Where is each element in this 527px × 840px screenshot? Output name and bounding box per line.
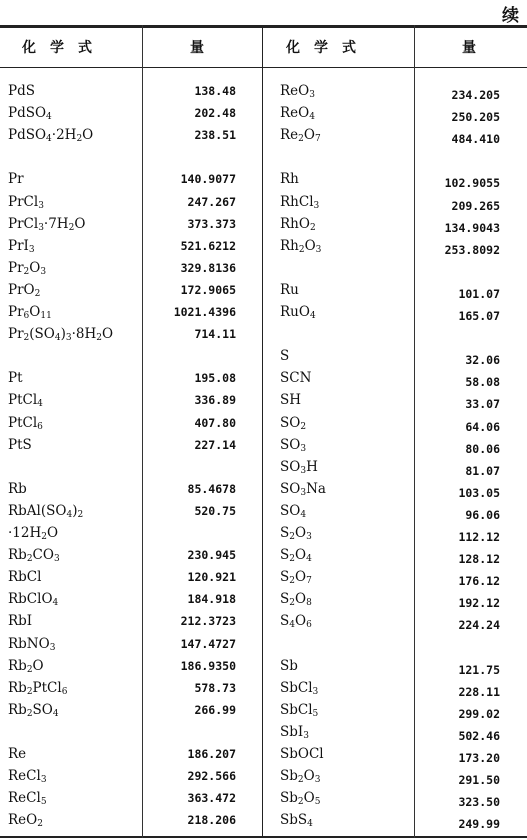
molar-mass-value: 134.9043	[444, 220, 500, 235]
formula-cell: $S_2O_3$	[280, 525, 312, 542]
molar-mass-value: 521.6212	[180, 238, 236, 253]
molar-mass-value: 329.8136	[180, 260, 236, 275]
molar-mass-value: 373.373	[187, 216, 236, 231]
molar-mass-value: 253.8092	[444, 242, 500, 257]
formula-cell: $Rh_2O_3$	[280, 237, 322, 255]
molar-mass-value: 292.566	[187, 769, 236, 784]
molar-mass-value: 81.07	[465, 463, 500, 478]
molar-mass-value: 186.207	[187, 747, 236, 761]
molar-mass-value: 238.51	[194, 128, 236, 143]
molar-mass-value: 234.205	[451, 88, 500, 102]
formula-cell: RbClO$_4$	[8, 591, 59, 609]
header-formula-left: 化 学 式	[22, 40, 92, 56]
formula-cell: $Sb_2O_5$	[280, 790, 321, 808]
molar-mass-value: 103.05	[458, 485, 500, 500]
molar-mass-table	[0, 25, 527, 840]
molar-mass-value: 192.12	[458, 596, 500, 611]
formula-cell: RbNO$_3$	[8, 635, 56, 653]
formula-cell: $S_2O_4$	[280, 547, 312, 565]
molar-mass-value: 228.11	[458, 684, 500, 699]
molar-mass-value: 102.9055	[444, 176, 500, 191]
formula-cell: Pr	[8, 171, 24, 188]
molar-mass-value: 578.73	[194, 680, 236, 695]
formula-cell: $S_2O_8$	[280, 591, 312, 609]
formula-cell: $PrCl_3\cdot 7H_2O$	[8, 215, 86, 233]
molar-mass-value: 120.921	[187, 570, 236, 585]
molar-mass-value: 85.4678	[187, 481, 236, 496]
molar-mass-value: 250.205	[451, 110, 500, 125]
formula-cell: $Sb_2O_3$	[280, 768, 321, 786]
formula-cell: Sb	[280, 657, 298, 674]
molar-mass-value: 64.06	[465, 419, 500, 434]
formula-cell: Pt	[8, 370, 23, 387]
formula-cell: PtCl$_4$	[8, 392, 43, 410]
molar-mass-value: 173.20	[458, 751, 500, 765]
formula-cell: SbI$_3$	[280, 723, 309, 741]
molar-mass-value: 58.08	[465, 375, 500, 390]
molar-mass-value: 33.07	[465, 397, 500, 412]
molar-mass-value: 165.07	[458, 309, 500, 323]
molar-mass-value: 363.472	[187, 791, 236, 806]
molar-mass-value: 172.9065	[180, 282, 236, 297]
formula-cell: PrO$_2$	[8, 281, 41, 299]
formula-cell: $RbAl(SO_4)_2$	[8, 502, 84, 520]
formula-cell: SH	[280, 392, 302, 409]
molar-mass-value: 184.918	[187, 592, 236, 607]
formula-cell: S	[280, 348, 290, 365]
molar-mass-value: 202.48	[194, 106, 236, 121]
molar-mass-value: 266.99	[194, 702, 236, 717]
formula-cell: Re	[8, 746, 27, 762]
formula-cell: SbS$_4$	[280, 812, 313, 830]
formula-cell: ReO$_2$	[8, 812, 43, 830]
formula-cell: Rb	[8, 480, 27, 497]
formula-cell: $SO_3H$	[280, 458, 318, 476]
molar-mass-value: 186.9350	[180, 658, 236, 673]
column-divider	[414, 25, 415, 838]
formula-cell: ReO$_3$	[280, 83, 315, 100]
formula-cell: $Rb_2O$	[8, 657, 44, 675]
molar-mass-value: 96.06	[465, 507, 500, 522]
formula-cell: SCN	[280, 370, 312, 387]
molar-mass-value: 140.9077	[180, 172, 236, 187]
table-top-rule	[0, 25, 527, 28]
molar-mass-value: 101.07	[458, 286, 500, 301]
molar-mass-value: 484.410	[451, 132, 500, 147]
formula-cell: $S_2O_7$	[280, 569, 312, 587]
formula-cell: RhCl$_3$	[280, 193, 320, 211]
formula-cell: PrI$_3$	[8, 237, 35, 255]
center-divider	[262, 25, 263, 838]
formula-cell: RbI	[8, 613, 33, 630]
table-header-rule	[0, 67, 527, 68]
molar-mass-value: 176.12	[458, 574, 500, 589]
molar-mass-value: 323.50	[458, 795, 500, 810]
molar-mass-value: 247.267	[187, 194, 236, 209]
formula-cell: SbOCl	[280, 746, 324, 762]
formula-cell: $Pr_2O_3$	[8, 259, 47, 277]
molar-mass-value: 407.80	[194, 415, 236, 430]
molar-mass-value: 714.11	[194, 327, 236, 342]
formula-cell: $Pr_6O_{11}$	[8, 304, 52, 321]
molar-mass-value: 147.4727	[180, 636, 236, 651]
molar-mass-value: 128.12	[458, 552, 500, 567]
formula-cell: RhO$_2$	[280, 215, 316, 233]
formula-cell: $Rb_2PtCl_6$	[8, 679, 68, 697]
formula-cell: ReCl$_5$	[8, 790, 47, 808]
formula-cell: $SO_2$	[280, 414, 307, 432]
formula-cell: $Rb_2SO_4$	[8, 701, 59, 719]
column-divider	[142, 25, 143, 838]
molar-mass-value: 218.206	[187, 813, 236, 828]
molar-mass-value: 195.08	[194, 371, 236, 386]
molar-mass-value: 299.02	[458, 706, 500, 721]
formula-cell: $Pr_2(SO_4)_3\cdot 8H_2O$	[8, 326, 114, 344]
molar-mass-value: 224.24	[458, 618, 500, 633]
formula-cell: RuO$_4$	[280, 304, 316, 321]
molar-mass-value: 227.14	[194, 437, 236, 452]
formula-cell: $S_4O_6$	[280, 613, 312, 631]
formula-cell: $SO_4$	[280, 502, 307, 520]
molar-mass-value: 209.265	[451, 198, 500, 213]
molar-mass-value: 112.12	[458, 530, 500, 544]
molar-mass-value: 1021.4396	[173, 305, 236, 319]
formula-cell: $PdSO_4\cdot 2H_2O$	[8, 127, 94, 145]
formula-cell: ReCl$_3$	[8, 768, 47, 786]
molar-mass-value: 32.06	[465, 353, 500, 368]
formula-cell: $Rb_2CO_3$	[8, 547, 60, 565]
table-bottom-rule	[0, 836, 527, 838]
molar-mass-value: 336.89	[194, 393, 236, 408]
formula-cell: PtCl$_6$	[8, 414, 43, 432]
molar-mass-value: 212.3723	[180, 614, 236, 629]
formula-cell: $Re_2O_7$	[280, 127, 321, 145]
formula-cell: PdSO$_4$	[8, 105, 52, 123]
header-value-left: 量	[190, 40, 204, 56]
formula-cell: PtS	[8, 436, 32, 453]
molar-mass-value: 291.50	[458, 773, 500, 788]
formula-cell: RbCl	[8, 569, 42, 586]
molar-mass-value: 121.75	[458, 662, 500, 677]
molar-mass-value: 520.75	[194, 503, 236, 518]
formula-cell: PrCl$_3$	[8, 193, 44, 211]
formula-cell: SbCl$_5$	[280, 701, 319, 719]
formula-cell: $SO_3$	[280, 436, 307, 454]
molar-mass-value: 502.46	[458, 728, 500, 743]
continued-label: 续	[502, 6, 519, 26]
formula-cell: Ru	[280, 281, 299, 298]
molar-mass-value: 138.48	[194, 84, 236, 98]
molar-mass-value: 249.99	[458, 817, 500, 832]
formula-cell: Rh	[280, 171, 299, 188]
formula-cell: SbCl$_3$	[280, 679, 319, 697]
header-value-right: 量	[462, 40, 476, 56]
formula-cell: $SO_3Na$	[280, 480, 326, 498]
formula-cell: ReO$_4$	[280, 105, 315, 123]
molar-mass-value: 230.945	[187, 548, 236, 563]
header-formula-right: 化 学 式	[286, 40, 356, 56]
formula-cell: $\cdot 12H_2O$	[8, 525, 59, 542]
molar-mass-value: 80.06	[465, 441, 500, 456]
formula-cell: PdS	[8, 83, 35, 99]
